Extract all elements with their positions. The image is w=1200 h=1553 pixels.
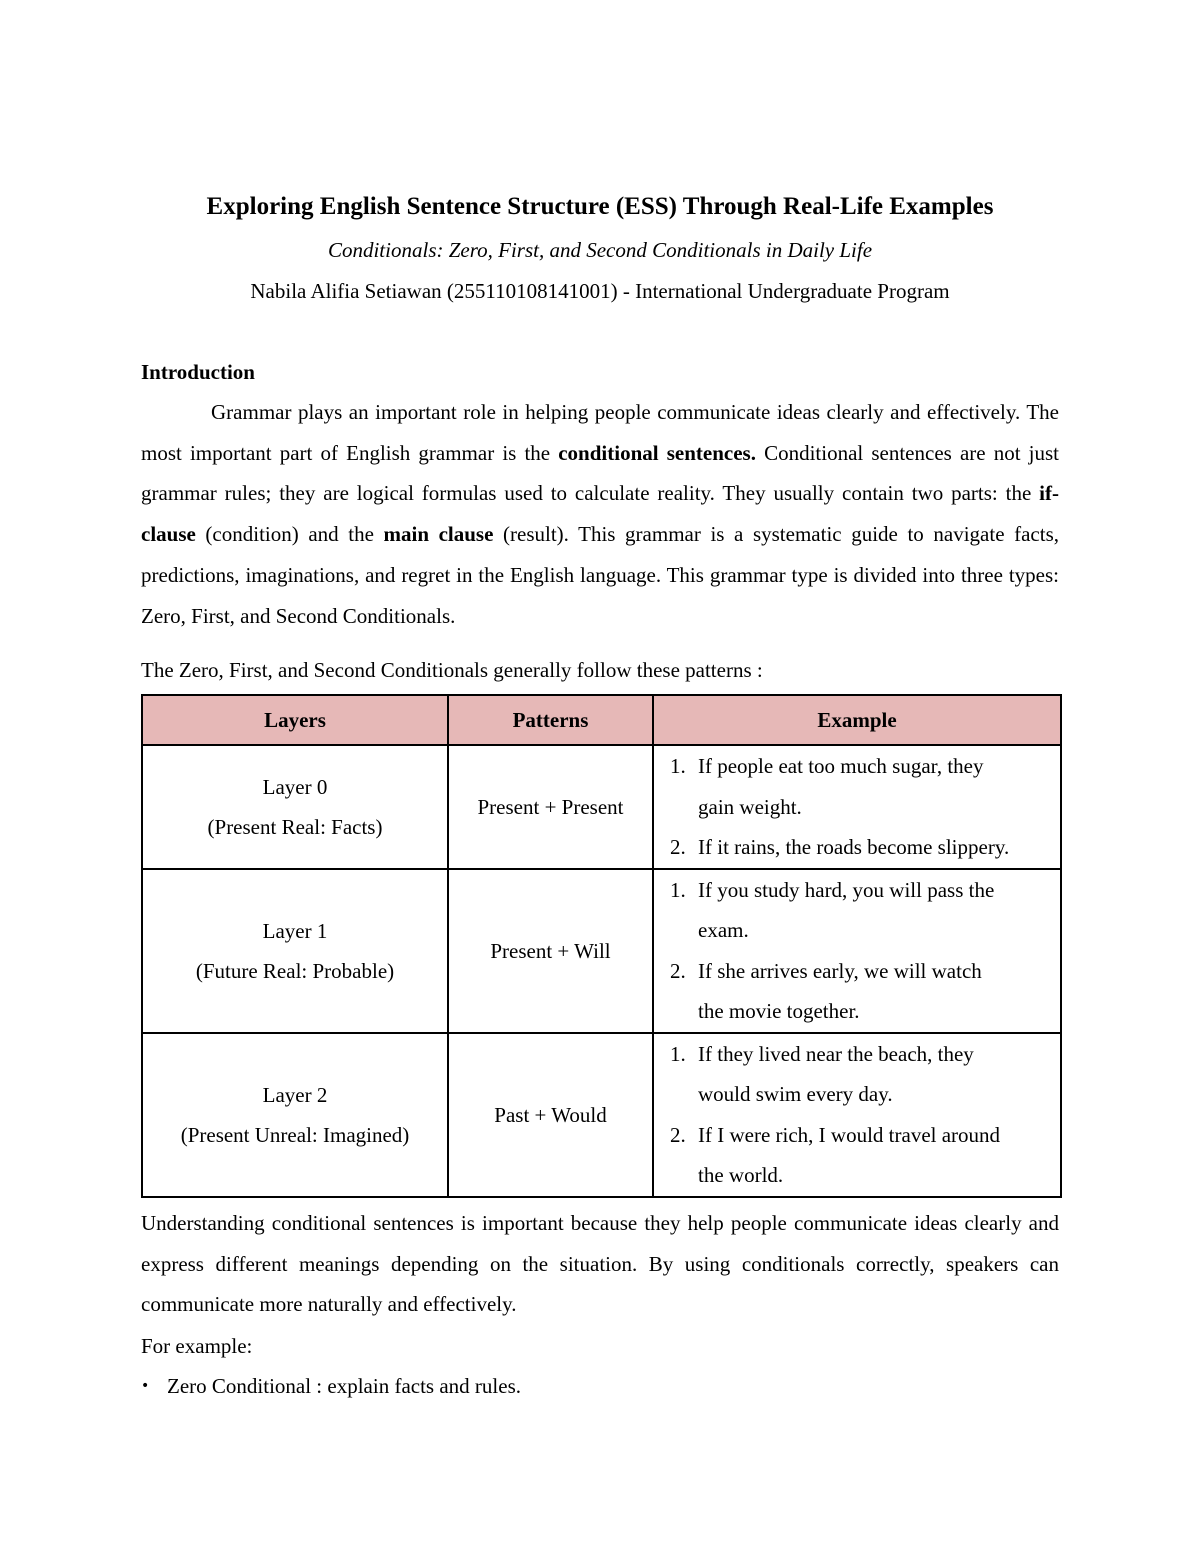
layer-description: (Present Unreal: Imagined) — [180, 1122, 410, 1147]
example-text-continued: would swim every day. — [698, 1082, 893, 1106]
layer-name: Layer 0 — [262, 774, 328, 799]
intro-emphasis-main-clause: main clause — [383, 522, 494, 547]
table-row — [142, 745, 1061, 869]
example-text: If they lived near the beach, they — [698, 1041, 974, 1066]
pattern-cell: Past + Would — [448, 1033, 653, 1197]
section-heading-introduction: Introduction — [141, 360, 255, 384]
layer-description: (Future Real: Probable) — [195, 958, 395, 983]
pattern-cell: Present + Will — [448, 869, 653, 1033]
example-item — [670, 1034, 1060, 1115]
example-text: If you study hard, you will pass the — [698, 877, 995, 902]
example-item — [670, 827, 1060, 868]
layer-cell — [142, 1033, 448, 1197]
for-example-label: For example: — [141, 1334, 253, 1358]
example-text: If she arrives early, we will watch — [698, 958, 982, 983]
example-number: 1. — [670, 877, 686, 902]
example-item — [670, 870, 1060, 951]
layer-cell — [142, 745, 448, 869]
intro-paragraph — [141, 392, 1059, 636]
layer-description: (Present Real: Facts) — [207, 814, 383, 839]
table-row — [142, 869, 1061, 1033]
list-item — [141, 1371, 521, 1401]
patterns-lead-sentence: The Zero, First, and Second Conditionals generally follow these patterns : — [141, 658, 763, 682]
table-row — [142, 1033, 1061, 1197]
example-number: 2. — [670, 958, 686, 983]
intro-text: (condition) and the — [195, 522, 384, 547]
example-item — [670, 746, 1060, 827]
document-title: Exploring English Sentence Structure (ESS) Through Real-Life Examples — [206, 193, 994, 220]
intro-emphasis-conditional: conditional sentences. — [558, 440, 756, 465]
intro-text: Conditional sentences are not just grammar rules; they are logical formulas used to calculate reality. They usually contain two parts: the — [141, 440, 1059, 506]
example-item — [670, 1115, 1060, 1196]
conditionals-patterns-table — [141, 694, 1062, 1198]
document-subtitle: Conditionals: Zero, First, and Second Conditionals in Daily Life — [327, 238, 873, 262]
table-header-row — [142, 695, 1061, 745]
example-text-continued: the world. — [698, 1163, 784, 1187]
example-number: 2. — [670, 835, 686, 859]
example-text-continued: exam. — [698, 918, 749, 942]
example-text: If it rains, the roads become slippery. — [698, 835, 1010, 859]
intro-text: Grammar plays an important role in helping people communicate ideas clearly and effectively. The most important part of English grammar is the — [141, 400, 1059, 465]
header-example: Example — [653, 695, 1061, 745]
intro-emphasis-if-clause: if-clause — [141, 481, 1059, 547]
layer-cell — [142, 869, 448, 1033]
example-cell — [653, 1033, 1061, 1197]
layer-name: Layer 2 — [262, 1082, 328, 1107]
intro-text: (result). This grammar is a systematic guide to navigate facts, predictions, imaginations, and regret in the English language. This grammar type is divided into three types: Zero, First, and Second Conditionals. — [141, 522, 1059, 628]
bullet-icon: • — [141, 1378, 150, 1394]
header-patterns: Patterns — [448, 695, 653, 745]
conclusion-paragraph: Understanding conditional sentences is important because they help people communicate ideas clearly and express different meanings depending on the situation. By using conditionals correctly, speakers can communicate more naturally and effectively. — [141, 1211, 1059, 1317]
example-text-continued: the movie together. — [698, 999, 860, 1023]
example-cell — [653, 745, 1061, 869]
layer-name: Layer 1 — [262, 918, 328, 943]
header-layers: Layers — [142, 695, 448, 745]
example-item — [670, 951, 1060, 1032]
example-number: 1. — [670, 1041, 686, 1066]
example-text: If I were rich, I would travel around — [698, 1122, 1001, 1147]
example-cell — [653, 869, 1061, 1033]
pattern-cell: Present + Present — [448, 745, 653, 869]
example-number: 2. — [670, 1122, 686, 1147]
example-number: 1. — [670, 754, 686, 778]
author-line: Nabila Alifia Setiawan (255110108141001) - International Undergraduate Program — [250, 279, 950, 303]
example-text-continued: gain weight. — [698, 794, 802, 819]
list-item-text: Zero Conditional : explain facts and rules. — [167, 1374, 521, 1398]
example-text: If people eat too much sugar, they — [698, 754, 984, 778]
